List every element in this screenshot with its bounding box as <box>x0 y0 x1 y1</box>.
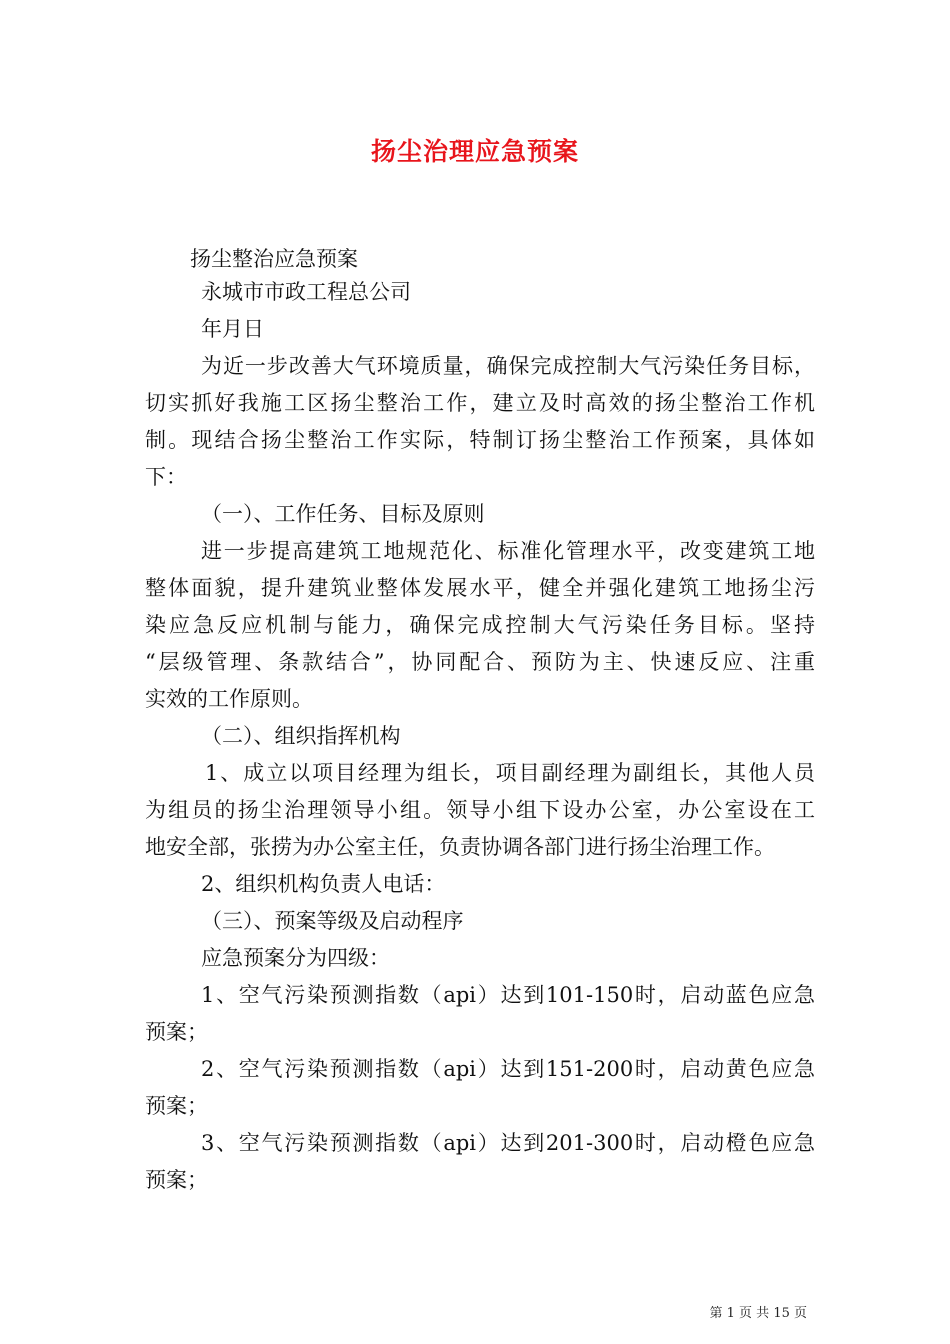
doc-date: 年月日 <box>201 317 264 341</box>
page-title: 扬尘治理应急预案 <box>370 137 579 166</box>
paragraph-line: 2、组织机构负责人电话： <box>201 872 446 896</box>
list-item: 3、空气污染预测指数（api）达到201-300时，启动橙色应急 <box>201 1131 815 1155</box>
list-item: 预案； <box>145 1094 208 1118</box>
paragraph-line: 制。现结合扬尘整治工作实际，特制订扬尘整治工作预案，具体如 <box>145 428 815 452</box>
paragraph-line: 地安全部，张捞为办公室主任，负责协调各部门进行扬尘治理工作。 <box>145 835 775 859</box>
page-number: 第 1 页 共 15 页 <box>709 1306 807 1321</box>
list-item: 1、空气污染预测指数（api）达到101-150时，启动蓝色应急 <box>201 983 815 1007</box>
paragraph-line: 染应急反应机制与能力，确保完成控制大气污染任务目标。坚持 <box>145 613 815 637</box>
list-item: 预案； <box>145 1168 208 1192</box>
paragraph-line: 1、成立以项目经理为组长，项目副经理为副组长，其他人员 <box>205 761 815 785</box>
paragraph-line: 进一步提高建筑工地规范化、标准化管理水平，改变建筑工地 <box>201 539 815 563</box>
list-item: 2、空气污染预测指数（api）达到151-200时，启动黄色应急 <box>201 1057 815 1081</box>
paragraph-line: “层级管理、条款结合”，协同配合、预防为主、快速反应、注重 <box>145 650 815 674</box>
paragraph-line: 整体面貌，提升建筑业整体发展水平，健全并强化建筑工地扬尘污 <box>145 576 815 600</box>
paragraph-line: 为近一步改善大气环境质量，确保完成控制大气污染任务目标， <box>201 354 815 378</box>
paragraph-line: 应急预案分为四级： <box>201 946 390 970</box>
paragraph-line: 下： <box>145 465 187 489</box>
paragraph-line: 实效的工作原则。 <box>145 687 313 711</box>
doc-subtitle: 扬尘整治应急预案 <box>190 247 358 271</box>
list-item: 预案； <box>145 1020 208 1044</box>
section-heading: （一）、工作任务、目标及原则 <box>201 502 485 526</box>
section-heading: （二）、组织指挥机构 <box>201 724 401 748</box>
section-heading: （三）、预案等级及启动程序 <box>201 909 464 933</box>
company-name: 永城市市政工程总公司 <box>201 280 411 304</box>
paragraph-line: 为组员的扬尘治理领导小组。领导小组下设办公室，办公室设在工 <box>145 798 815 822</box>
paragraph-line: 切实抓好我施工区扬尘整治工作，建立及时高效的扬尘整治工作机 <box>145 391 815 415</box>
